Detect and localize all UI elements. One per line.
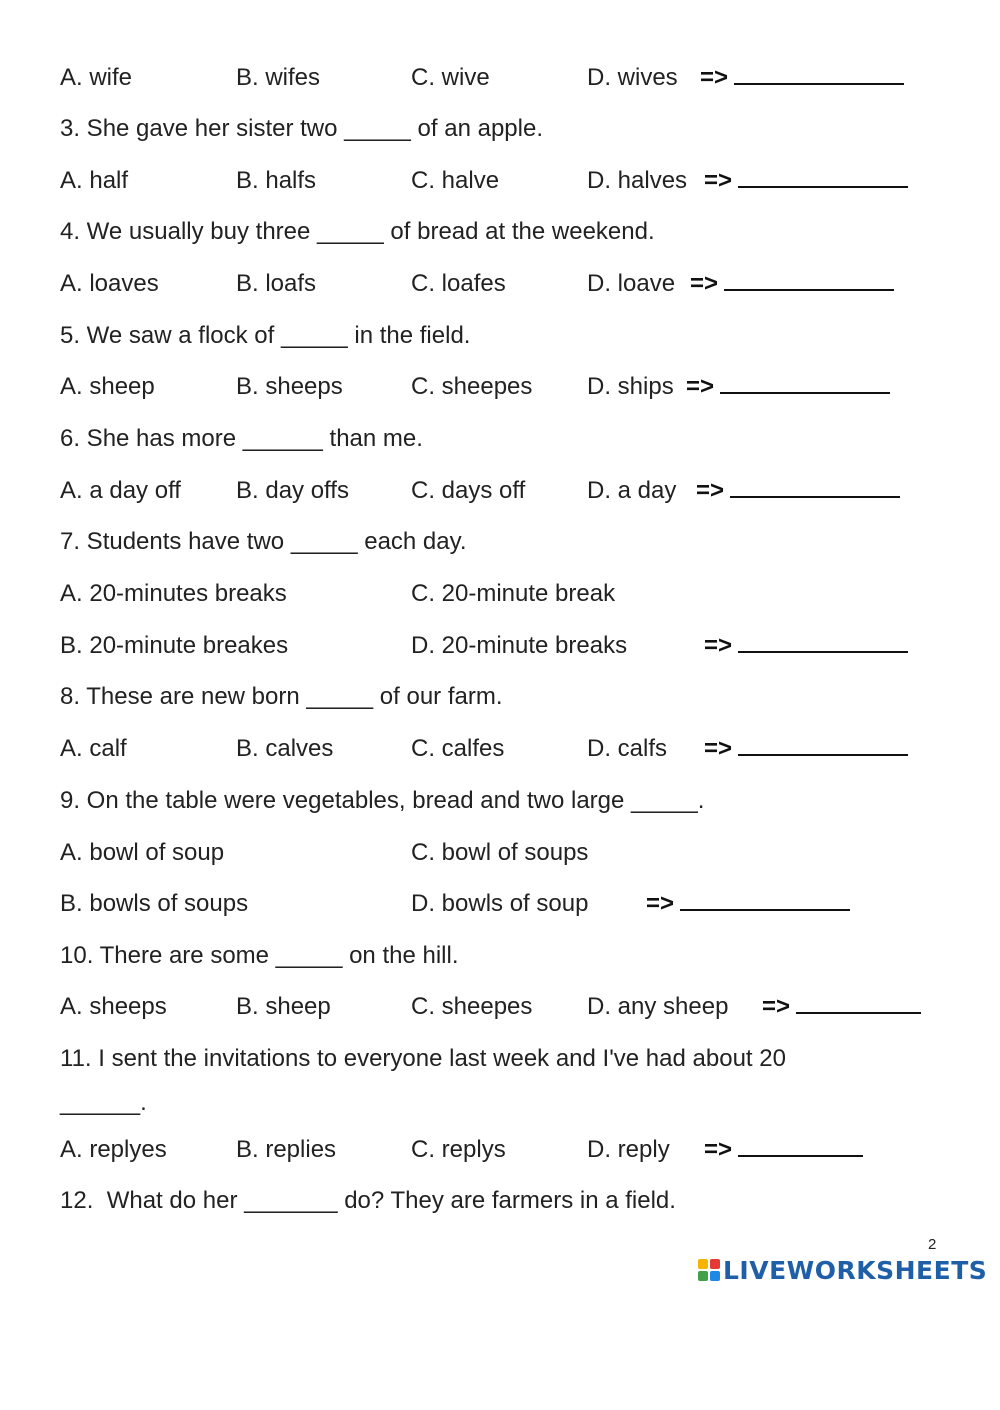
option-d: D. calfs: [587, 735, 668, 762]
option-b: B. halfs: [236, 167, 317, 194]
options-row: [60, 729, 733, 769]
options-row: [60, 626, 733, 666]
answer-arrow: =>: [646, 890, 675, 917]
answer-blank[interactable]: [738, 1133, 863, 1157]
answer-blank[interactable]: [680, 887, 850, 911]
options-row: [60, 884, 675, 924]
option-c: C. sheepes: [411, 993, 533, 1020]
answer-blank[interactable]: [720, 370, 890, 394]
answer-area: [704, 729, 908, 769]
option-a: A. a day off: [60, 477, 181, 504]
question-5: 5. We saw a flock of _____ in the field.: [60, 322, 471, 349]
option-d: D. any sheep: [587, 993, 729, 1020]
option-a: A. 20-minutes breaks: [60, 580, 287, 607]
option-a: A. bowl of soup: [60, 839, 225, 866]
answer-area: [686, 367, 890, 407]
answer-area: [704, 626, 908, 666]
answer-arrow: =>: [696, 477, 725, 504]
option-c: C. loafes: [411, 270, 506, 297]
option-b: B. wifes: [236, 64, 321, 91]
answer-blank[interactable]: [738, 732, 908, 756]
question-7: 7. Students have two _____ each day.: [60, 528, 467, 555]
option-a: A. half: [60, 167, 129, 194]
answer-area: [646, 884, 850, 924]
question-12: 12. What do her _______ do? They are farmers in a field.: [60, 1187, 676, 1214]
option-d: D. wives: [587, 64, 678, 91]
option-c: C. days off: [411, 477, 526, 504]
option-b: B. sheeps: [236, 373, 343, 400]
option-c: C. bowl of soups: [411, 839, 589, 866]
option-b: B. loafs: [236, 270, 317, 297]
option-d: D. ships: [587, 373, 674, 400]
answer-arrow: =>: [686, 373, 715, 400]
answer-area: [696, 471, 900, 511]
answer-arrow: =>: [762, 993, 791, 1020]
option-b: B. day offs: [236, 477, 349, 504]
option-c: C. wive: [411, 64, 490, 91]
answer-arrow: =>: [700, 64, 729, 91]
option-c: C. sheepes: [411, 373, 533, 400]
answer-arrow: =>: [704, 167, 733, 194]
option-d: D. reply: [587, 1136, 670, 1163]
answer-blank[interactable]: [730, 474, 900, 498]
options-row: [60, 833, 589, 873]
option-b: B. replies: [236, 1136, 337, 1163]
option-c: C. 20-minute break: [411, 580, 616, 607]
logo-square-icon: [710, 1271, 720, 1281]
option-a: A. replyes: [60, 1136, 167, 1163]
answer-blank[interactable]: [724, 267, 894, 291]
option-a: A. sheeps: [60, 993, 167, 1020]
options-row: [60, 987, 791, 1027]
logo-square-icon: [710, 1259, 720, 1269]
options-row: [60, 1130, 733, 1170]
answer-blank[interactable]: [738, 164, 908, 188]
option-c: C. calfes: [411, 735, 505, 762]
answer-arrow: =>: [690, 270, 719, 297]
question-9: 9. On the table were vegetables, bread and two large _____.: [60, 787, 705, 814]
question-3: 3. She gave her sister two _____ of an apple.: [60, 115, 543, 142]
option-d: D. loave: [587, 270, 676, 297]
answer-arrow: =>: [704, 735, 733, 762]
answer-arrow: =>: [704, 1136, 733, 1163]
options-row: [60, 574, 616, 614]
question-8: 8. These are new born _____ of our farm.: [60, 683, 503, 710]
option-b: B. 20-minute breakes: [60, 632, 289, 659]
liveworksheets-logo-icon: [698, 1259, 720, 1281]
options-row: [60, 367, 715, 407]
option-b: B. bowls of soups: [60, 890, 249, 917]
logo-square-icon: [698, 1259, 708, 1269]
brand-name: LIVEWORKSHEETS: [723, 1255, 988, 1285]
option-c: C. replys: [411, 1136, 506, 1163]
answer-area: [700, 58, 904, 98]
question-10: 10. There are some _____ on the hill.: [60, 942, 459, 969]
answer-arrow: =>: [704, 632, 733, 659]
answer-blank[interactable]: [738, 629, 908, 653]
option-c: C. halve: [411, 167, 500, 194]
option-d: D. a day: [587, 477, 677, 504]
options-row: [60, 58, 729, 98]
option-a: A. calf: [60, 735, 127, 762]
option-b: B. sheep: [236, 993, 331, 1020]
answer-area: [690, 264, 894, 304]
page-number: 2: [928, 1236, 937, 1253]
options-row: [60, 161, 733, 201]
question-4: 4. We usually buy three _____ of bread at the weekend.: [60, 218, 655, 245]
answer-blank[interactable]: [734, 61, 904, 85]
option-b: B. calves: [236, 735, 334, 762]
answer-area: [704, 1130, 863, 1170]
answer-area: [704, 161, 908, 201]
option-d: D. bowls of soup: [411, 890, 589, 917]
answer-area: [762, 987, 921, 1027]
logo-square-icon: [698, 1271, 708, 1281]
question-11-blank: ______.: [60, 1089, 147, 1116]
options-row: [60, 471, 725, 511]
option-a: A. loaves: [60, 270, 159, 297]
option-d: D. halves: [587, 167, 688, 194]
question-6: 6. She has more ______ than me.: [60, 425, 423, 452]
option-d: D. 20-minute breaks: [411, 632, 628, 659]
answer-blank[interactable]: [796, 990, 921, 1014]
question-11: 11. I sent the invitations to everyone last week and I've had about 20: [60, 1045, 786, 1072]
option-a: A. sheep: [60, 373, 155, 400]
options-row: [60, 264, 719, 304]
option-a: A. wife: [60, 64, 133, 91]
liveworksheets-logo[interactable]: [698, 1254, 987, 1286]
